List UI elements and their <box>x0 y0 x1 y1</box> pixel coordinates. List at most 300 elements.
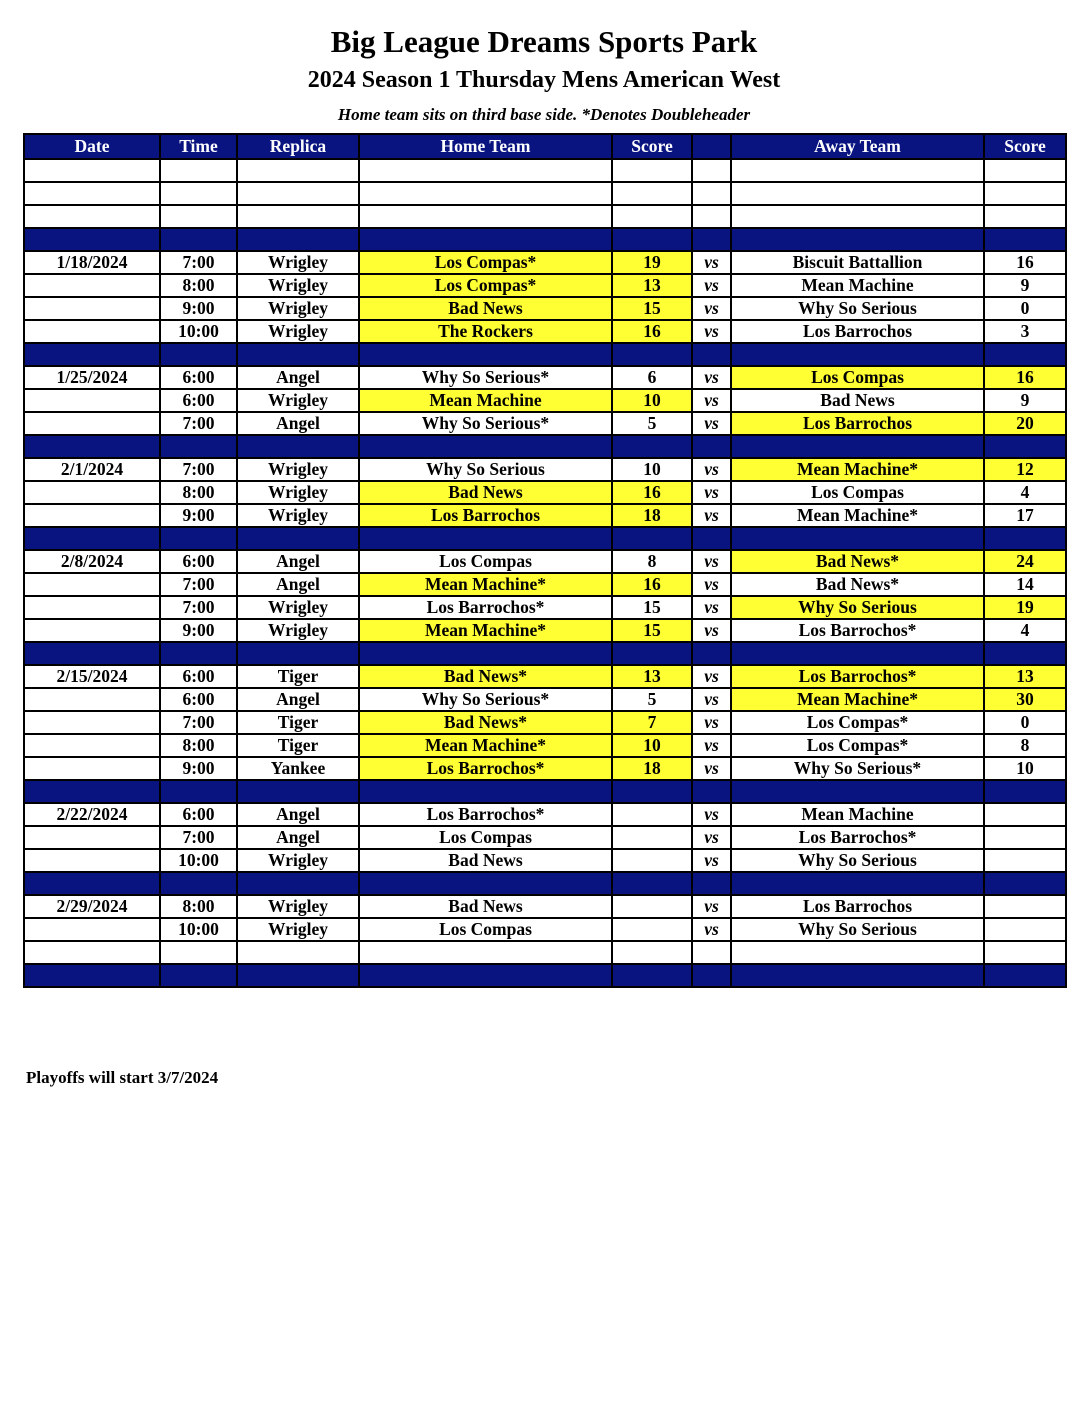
cell-time: 6:00 <box>160 550 237 573</box>
cell-away-score: 13 <box>984 665 1066 688</box>
cell-away-score <box>984 941 1066 964</box>
cell-replica <box>237 780 359 803</box>
cell-vs: vs <box>692 458 731 481</box>
cell-away-score: 20 <box>984 412 1066 435</box>
cell-home-team: Bad News <box>359 481 612 504</box>
cell-date <box>24 228 160 251</box>
cell-time: 7:00 <box>160 826 237 849</box>
cell-replica: Wrigley <box>237 251 359 274</box>
cell-home-team: Why So Serious* <box>359 412 612 435</box>
table-row <box>24 826 1066 849</box>
cell-date <box>24 596 160 619</box>
cell-home-team: Bad News <box>359 849 612 872</box>
cell-away-score: 9 <box>984 389 1066 412</box>
cell-home-score: 5 <box>612 412 692 435</box>
table-row <box>24 573 1066 596</box>
cell-date: 2/8/2024 <box>24 550 160 573</box>
column-header-away-team: Away Team <box>731 134 984 159</box>
cell-vs: vs <box>692 389 731 412</box>
cell-away-score <box>984 780 1066 803</box>
cell-home-score <box>612 918 692 941</box>
week-separator-row <box>24 780 1066 803</box>
cell-home-score <box>612 803 692 826</box>
cell-away-team: Los Compas <box>731 366 984 389</box>
schedule-table <box>23 133 1067 988</box>
cell-vs <box>692 205 731 228</box>
cell-away-score <box>984 872 1066 895</box>
cell-vs <box>692 343 731 366</box>
cell-date <box>24 573 160 596</box>
table-row <box>24 757 1066 780</box>
cell-replica: Wrigley <box>237 297 359 320</box>
cell-away-score: 9 <box>984 274 1066 297</box>
cell-home-score: 15 <box>612 297 692 320</box>
cell-time: 10:00 <box>160 320 237 343</box>
column-header-replica: Replica <box>237 134 359 159</box>
cell-time <box>160 527 237 550</box>
cell-away-score <box>984 182 1066 205</box>
cell-replica: Angel <box>237 803 359 826</box>
cell-replica: Tiger <box>237 711 359 734</box>
page-subtitle: 2024 Season 1 Thursday Mens American West <box>307 67 781 93</box>
cell-date <box>24 872 160 895</box>
cell-away-team: Why So Serious <box>731 918 984 941</box>
cell-away-score: 0 <box>984 711 1066 734</box>
week-separator-row <box>24 642 1066 665</box>
cell-date <box>24 159 160 182</box>
cell-time <box>160 435 237 458</box>
cell-vs <box>692 780 731 803</box>
cell-time: 10:00 <box>160 918 237 941</box>
cell-away-team: Why So Serious <box>731 297 984 320</box>
cell-replica <box>237 182 359 205</box>
cell-replica: Angel <box>237 826 359 849</box>
table-row <box>24 320 1066 343</box>
cell-away-team <box>731 159 984 182</box>
cell-home-score <box>612 849 692 872</box>
cell-home-score: 8 <box>612 550 692 573</box>
cell-replica <box>237 642 359 665</box>
cell-away-team: Los Barrochos* <box>731 619 984 642</box>
cell-away-team: Los Barrochos <box>731 320 984 343</box>
cell-time: 6:00 <box>160 389 237 412</box>
week-separator-row <box>24 872 1066 895</box>
cell-date <box>24 849 160 872</box>
cell-vs: vs <box>692 688 731 711</box>
cell-vs: vs <box>692 665 731 688</box>
cell-replica <box>237 527 359 550</box>
cell-replica: Angel <box>237 550 359 573</box>
cell-home-team: Mean Machine* <box>359 619 612 642</box>
cell-vs <box>692 941 731 964</box>
cell-away-score: 4 <box>984 481 1066 504</box>
cell-away-team <box>731 343 984 366</box>
cell-vs: vs <box>692 711 731 734</box>
cell-vs: vs <box>692 619 731 642</box>
cell-home-score <box>612 228 692 251</box>
cell-away-team <box>731 205 984 228</box>
cell-replica: Wrigley <box>237 918 359 941</box>
cell-home-score <box>612 343 692 366</box>
cell-vs: vs <box>692 274 731 297</box>
cell-time <box>160 343 237 366</box>
table-row <box>24 711 1066 734</box>
table-row <box>24 458 1066 481</box>
cell-replica: Wrigley <box>237 320 359 343</box>
cell-vs: vs <box>692 826 731 849</box>
cell-home-score: 15 <box>612 619 692 642</box>
blank-row <box>24 159 1066 182</box>
cell-home-team <box>359 182 612 205</box>
cell-replica: Angel <box>237 366 359 389</box>
cell-date <box>24 826 160 849</box>
cell-replica: Wrigley <box>237 481 359 504</box>
cell-home-score <box>612 435 692 458</box>
cell-home-score <box>612 941 692 964</box>
cell-time: 8:00 <box>160 274 237 297</box>
cell-date <box>24 504 160 527</box>
cell-away-score <box>984 918 1066 941</box>
column-header-date: Date <box>24 134 160 159</box>
page-title: Big League Dreams Sports Park <box>330 24 758 59</box>
table-row <box>24 251 1066 274</box>
cell-home-score <box>612 642 692 665</box>
cell-away-score: 3 <box>984 320 1066 343</box>
table-row <box>24 504 1066 527</box>
cell-date: 2/29/2024 <box>24 895 160 918</box>
cell-home-team <box>359 205 612 228</box>
cell-time <box>160 228 237 251</box>
cell-replica: Wrigley <box>237 504 359 527</box>
cell-away-score <box>984 228 1066 251</box>
blank-row <box>24 205 1066 228</box>
cell-replica <box>237 343 359 366</box>
cell-vs <box>692 642 731 665</box>
cell-vs <box>692 872 731 895</box>
cell-time: 9:00 <box>160 757 237 780</box>
cell-vs: vs <box>692 504 731 527</box>
cell-home-score: 18 <box>612 757 692 780</box>
cell-vs: vs <box>692 297 731 320</box>
cell-away-score: 8 <box>984 734 1066 757</box>
cell-home-score: 16 <box>612 573 692 596</box>
cell-time: 10:00 <box>160 849 237 872</box>
cell-date <box>24 688 160 711</box>
cell-time <box>160 964 237 987</box>
cell-vs: vs <box>692 251 731 274</box>
cell-vs: vs <box>692 550 731 573</box>
cell-away-score: 17 <box>984 504 1066 527</box>
cell-away-team <box>731 780 984 803</box>
cell-replica: Wrigley <box>237 895 359 918</box>
cell-away-team: Mean Machine* <box>731 504 984 527</box>
cell-time: 7:00 <box>160 573 237 596</box>
cell-time: 6:00 <box>160 665 237 688</box>
cell-replica: Wrigley <box>237 274 359 297</box>
cell-date <box>24 918 160 941</box>
cell-home-team: Los Compas* <box>359 251 612 274</box>
week-separator-row <box>24 964 1066 987</box>
cell-away-team <box>731 872 984 895</box>
cell-date: 2/1/2024 <box>24 458 160 481</box>
cell-home-team: Why So Serious* <box>359 688 612 711</box>
cell-away-team <box>731 642 984 665</box>
cell-time: 9:00 <box>160 619 237 642</box>
cell-away-score: 16 <box>984 366 1066 389</box>
cell-vs <box>692 182 731 205</box>
cell-date: 2/15/2024 <box>24 665 160 688</box>
cell-home-score <box>612 205 692 228</box>
cell-time <box>160 205 237 228</box>
cell-home-score <box>612 159 692 182</box>
cell-away-team <box>731 435 984 458</box>
cell-date <box>24 780 160 803</box>
cell-time: 7:00 <box>160 251 237 274</box>
column-header-home-score: Score <box>612 134 692 159</box>
cell-home-team: The Rockers <box>359 320 612 343</box>
cell-time <box>160 941 237 964</box>
cell-date <box>24 343 160 366</box>
cell-vs: vs <box>692 366 731 389</box>
cell-away-team: Mean Machine <box>731 274 984 297</box>
cell-home-team: Mean Machine* <box>359 734 612 757</box>
cell-away-team: Los Barrochos* <box>731 665 984 688</box>
cell-away-score: 16 <box>984 251 1066 274</box>
cell-date <box>24 481 160 504</box>
cell-date <box>24 734 160 757</box>
cell-home-score <box>612 527 692 550</box>
cell-home-team: Mean Machine* <box>359 573 612 596</box>
cell-date <box>24 182 160 205</box>
table-row <box>24 849 1066 872</box>
cell-away-score <box>984 826 1066 849</box>
cell-time: 7:00 <box>160 596 237 619</box>
cell-home-score <box>612 964 692 987</box>
cell-vs: vs <box>692 895 731 918</box>
cell-home-score: 7 <box>612 711 692 734</box>
cell-vs: vs <box>692 849 731 872</box>
cell-away-team: Mean Machine* <box>731 688 984 711</box>
cell-home-team: Why So Serious <box>359 458 612 481</box>
cell-date <box>24 320 160 343</box>
cell-home-score: 19 <box>612 251 692 274</box>
table-row <box>24 550 1066 573</box>
cell-away-score <box>984 435 1066 458</box>
cell-replica: Yankee <box>237 757 359 780</box>
cell-home-team <box>359 343 612 366</box>
cell-vs: vs <box>692 918 731 941</box>
cell-home-score: 10 <box>612 458 692 481</box>
cell-vs <box>692 527 731 550</box>
column-header-away-score: Score <box>984 134 1066 159</box>
table-row <box>24 412 1066 435</box>
cell-home-team: Los Barrochos* <box>359 803 612 826</box>
cell-home-score: 18 <box>612 504 692 527</box>
table-row <box>24 619 1066 642</box>
column-header-vs <box>692 134 731 159</box>
cell-home-team <box>359 435 612 458</box>
cell-home-score: 16 <box>612 481 692 504</box>
cell-away-score <box>984 527 1066 550</box>
cell-date <box>24 205 160 228</box>
cell-date <box>24 389 160 412</box>
cell-away-team <box>731 182 984 205</box>
cell-home-score: 6 <box>612 366 692 389</box>
cell-away-team: Mean Machine* <box>731 458 984 481</box>
cell-home-team: Why So Serious* <box>359 366 612 389</box>
cell-home-score <box>612 182 692 205</box>
cell-away-score <box>984 205 1066 228</box>
cell-home-team: Los Compas* <box>359 274 612 297</box>
cell-vs <box>692 435 731 458</box>
cell-vs: vs <box>692 803 731 826</box>
cell-replica: Wrigley <box>237 458 359 481</box>
cell-time: 6:00 <box>160 803 237 826</box>
cell-away-score <box>984 642 1066 665</box>
cell-home-team: Los Compas <box>359 550 612 573</box>
table-row <box>24 895 1066 918</box>
cell-home-team: Bad News <box>359 895 612 918</box>
cell-home-team: Bad News* <box>359 711 612 734</box>
cell-vs: vs <box>692 412 731 435</box>
cell-away-team <box>731 527 984 550</box>
cell-date <box>24 274 160 297</box>
cell-away-team: Mean Machine <box>731 803 984 826</box>
cell-home-team: Mean Machine <box>359 389 612 412</box>
cell-home-team: Bad News* <box>359 665 612 688</box>
cell-replica <box>237 435 359 458</box>
cell-home-score: 10 <box>612 389 692 412</box>
cell-date <box>24 412 160 435</box>
cell-away-team: Los Compas <box>731 481 984 504</box>
cell-vs: vs <box>692 757 731 780</box>
cell-home-team: Los Barrochos* <box>359 596 612 619</box>
cell-away-score <box>984 159 1066 182</box>
cell-vs <box>692 228 731 251</box>
table-row <box>24 688 1066 711</box>
cell-away-team: Biscuit Battallion <box>731 251 984 274</box>
blank-row <box>24 941 1066 964</box>
cell-away-score <box>984 964 1066 987</box>
cell-vs <box>692 964 731 987</box>
table-row <box>24 665 1066 688</box>
cell-replica <box>237 964 359 987</box>
cell-away-score <box>984 803 1066 826</box>
cell-time: 6:00 <box>160 688 237 711</box>
cell-time: 7:00 <box>160 458 237 481</box>
cell-time: 6:00 <box>160 366 237 389</box>
cell-date <box>24 435 160 458</box>
cell-home-score <box>612 826 692 849</box>
cell-vs: vs <box>692 596 731 619</box>
cell-replica: Angel <box>237 688 359 711</box>
cell-home-team: Los Barrochos* <box>359 757 612 780</box>
cell-home-team <box>359 642 612 665</box>
cell-time <box>160 872 237 895</box>
cell-replica <box>237 159 359 182</box>
cell-away-score <box>984 343 1066 366</box>
cell-time: 7:00 <box>160 412 237 435</box>
cell-replica: Wrigley <box>237 389 359 412</box>
cell-date: 1/25/2024 <box>24 366 160 389</box>
cell-away-team: Why So Serious <box>731 596 984 619</box>
table-row <box>24 734 1066 757</box>
cell-date <box>24 711 160 734</box>
week-separator-row <box>24 343 1066 366</box>
cell-home-score: 16 <box>612 320 692 343</box>
cell-replica: Wrigley <box>237 849 359 872</box>
cell-home-score <box>612 872 692 895</box>
cell-time <box>160 182 237 205</box>
cell-away-team: Los Barrochos* <box>731 826 984 849</box>
cell-home-score: 5 <box>612 688 692 711</box>
cell-replica <box>237 872 359 895</box>
cell-vs: vs <box>692 734 731 757</box>
cell-date <box>24 619 160 642</box>
table-header-row <box>24 134 1066 159</box>
cell-away-team: Los Barrochos <box>731 412 984 435</box>
cell-away-team <box>731 941 984 964</box>
cell-date: 2/22/2024 <box>24 803 160 826</box>
cell-time: 8:00 <box>160 481 237 504</box>
playoffs-note: Playoffs will start 3/7/2024 <box>26 1068 219 1087</box>
cell-replica: Angel <box>237 412 359 435</box>
cell-away-score: 12 <box>984 458 1066 481</box>
cell-home-team <box>359 159 612 182</box>
cell-home-team <box>359 780 612 803</box>
cell-away-team: Los Barrochos <box>731 895 984 918</box>
cell-replica <box>237 941 359 964</box>
cell-away-team <box>731 228 984 251</box>
cell-time <box>160 780 237 803</box>
cell-away-team: Bad News* <box>731 550 984 573</box>
cell-vs: vs <box>692 320 731 343</box>
table-row <box>24 297 1066 320</box>
table-row <box>24 389 1066 412</box>
week-separator-row <box>24 435 1066 458</box>
cell-away-team: Why So Serious* <box>731 757 984 780</box>
cell-away-team: Why So Serious <box>731 849 984 872</box>
cell-away-team: Bad News* <box>731 573 984 596</box>
cell-time: 9:00 <box>160 297 237 320</box>
cell-away-team: Los Compas* <box>731 734 984 757</box>
table-row <box>24 596 1066 619</box>
cell-vs: vs <box>692 573 731 596</box>
cell-vs: vs <box>692 481 731 504</box>
blank-row <box>24 182 1066 205</box>
cell-home-team: Los Compas <box>359 826 612 849</box>
cell-away-score: 19 <box>984 596 1066 619</box>
cell-date <box>24 527 160 550</box>
cell-replica: Tiger <box>237 665 359 688</box>
cell-home-team: Bad News <box>359 297 612 320</box>
cell-time <box>160 159 237 182</box>
cell-away-team: Bad News <box>731 389 984 412</box>
cell-date <box>24 941 160 964</box>
cell-home-score: 13 <box>612 665 692 688</box>
cell-date <box>24 757 160 780</box>
cell-home-team <box>359 941 612 964</box>
cell-time: 8:00 <box>160 895 237 918</box>
cell-vs <box>692 159 731 182</box>
cell-home-score: 15 <box>612 596 692 619</box>
cell-replica <box>237 205 359 228</box>
week-separator-row <box>24 228 1066 251</box>
cell-away-score: 10 <box>984 757 1066 780</box>
cell-home-score: 13 <box>612 274 692 297</box>
cell-replica <box>237 228 359 251</box>
table-row <box>24 803 1066 826</box>
